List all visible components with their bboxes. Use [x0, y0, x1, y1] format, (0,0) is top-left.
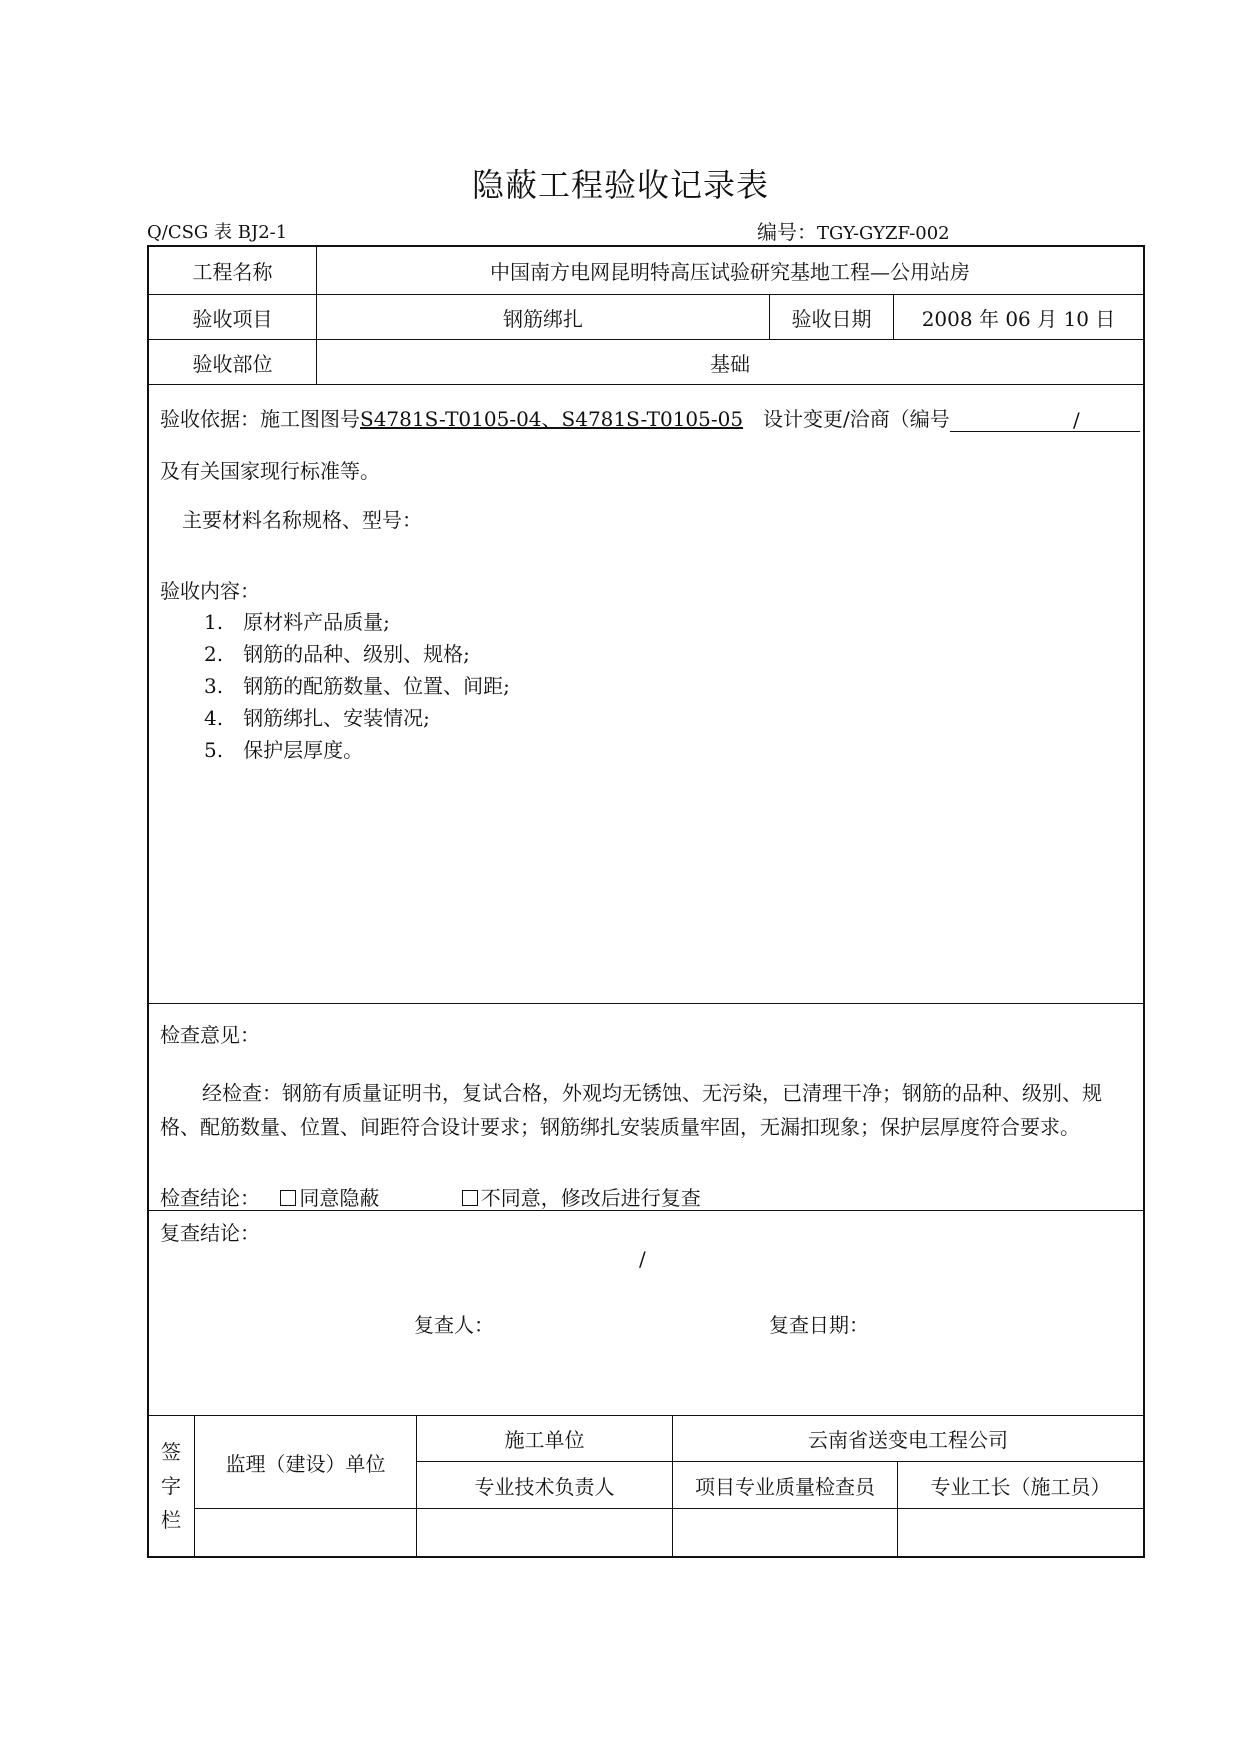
recheck-value: / [639, 1247, 646, 1271]
basis-prefix: 验收依据：施工图图号 [160, 407, 360, 431]
serial-number [757, 216, 950, 245]
contractor-name: 云南省送变电工程公司 [808, 1428, 1008, 1452]
inspection-label: 检查意见： [160, 1023, 260, 1047]
form-code: Q/CSG 表 BJ2-1 [147, 222, 288, 243]
signature-char: 栏 [161, 1508, 181, 1532]
basis-suffix: 及有关国家现行标准等。 [160, 459, 380, 483]
part-label: 验收部位 [192, 351, 273, 376]
content-item: 4. 钢筋绑扎、安装情况; [204, 706, 430, 730]
agree-checkbox[interactable] [280, 1186, 379, 1210]
signature-char: 签 [161, 1440, 181, 1464]
materials-label: 主要材料名称规格、型号： [182, 508, 422, 532]
signature-char: 字 [161, 1474, 181, 1498]
agree-label: 同意隐蔽 [299, 1186, 380, 1210]
quality-inspector-signature-field[interactable] [673, 1509, 897, 1554]
page-title: 隐蔽工程验收记录表 [471, 166, 769, 204]
date-label: 验收日期 [791, 306, 872, 331]
content-item: 2. 钢筋的品种、级别、规格; [204, 642, 470, 666]
recheck-person-label: 复查人： [414, 1313, 494, 1337]
project-name-label: 工程名称 [192, 260, 273, 284]
supervisor-signature-field[interactable] [195, 1509, 416, 1554]
disagree-label: 不同意，修改后进行复查 [480, 1186, 701, 1210]
part-value: 基础 [710, 351, 750, 376]
tech-lead-label: 专业技术负责人 [474, 1474, 615, 1499]
conclusion-label: 检查结论： [160, 1186, 260, 1210]
acceptance-basis [160, 403, 1140, 432]
checkbox-icon [462, 1190, 478, 1206]
project-name-value: 中国南方电网昆明特高压试验研究基地工程—公用站房 [490, 260, 970, 284]
inspection-text: 经检查：钢筋有质量证明书，复试合格，外观均无锈蚀、无污染，已清理干净；钢筋的品种、级别、规格、配筋数量、位置、间距符合设计要求；钢筋绑扎安装质量牢固，无漏扣现象；保护层厚度符合要求。 [160, 1081, 1102, 1139]
date-value: 2008 年 06 月 10 日 [921, 306, 1116, 331]
checkbox-icon [280, 1190, 296, 1206]
serial-value: TGY-GYZF-002 [817, 223, 950, 244]
contractor-label: 施工单位 [504, 1428, 585, 1452]
content-item: 3. 钢筋的配筋数量、位置、间距; [204, 674, 510, 698]
supervisor-unit: 监理（建设）单位 [225, 1451, 386, 1476]
content-label: 验收内容： [160, 579, 260, 603]
drawing-numbers: S4781S-T0105-04、S4781S-T0105-05 [360, 407, 744, 431]
signature-label [149, 1416, 193, 1556]
quality-inspector-label: 项目专业质量检查员 [695, 1474, 875, 1499]
tech-lead-signature-field[interactable] [417, 1509, 672, 1554]
recheck-date-label: 复查日期： [769, 1313, 869, 1337]
design-change-label: 设计变更/洽商（编号 [763, 407, 950, 431]
foreman-label: 专业工长（施工员） [930, 1474, 1111, 1499]
item-value: 钢筋绑扎 [503, 306, 583, 331]
design-change-value: / [950, 408, 1140, 432]
content-item: 1. 原材料产品质量; [204, 610, 390, 634]
item-label: 验收项目 [192, 306, 273, 331]
disagree-checkbox[interactable] [462, 1186, 701, 1210]
foreman-signature-field[interactable] [898, 1509, 1143, 1554]
conclusion-row [160, 1182, 701, 1211]
record-table [147, 245, 1145, 1558]
recheck-label: 复查结论： [160, 1221, 260, 1245]
serial-label: 编号： [757, 220, 817, 244]
content-item: 5. 保护层厚度。 [204, 738, 364, 762]
